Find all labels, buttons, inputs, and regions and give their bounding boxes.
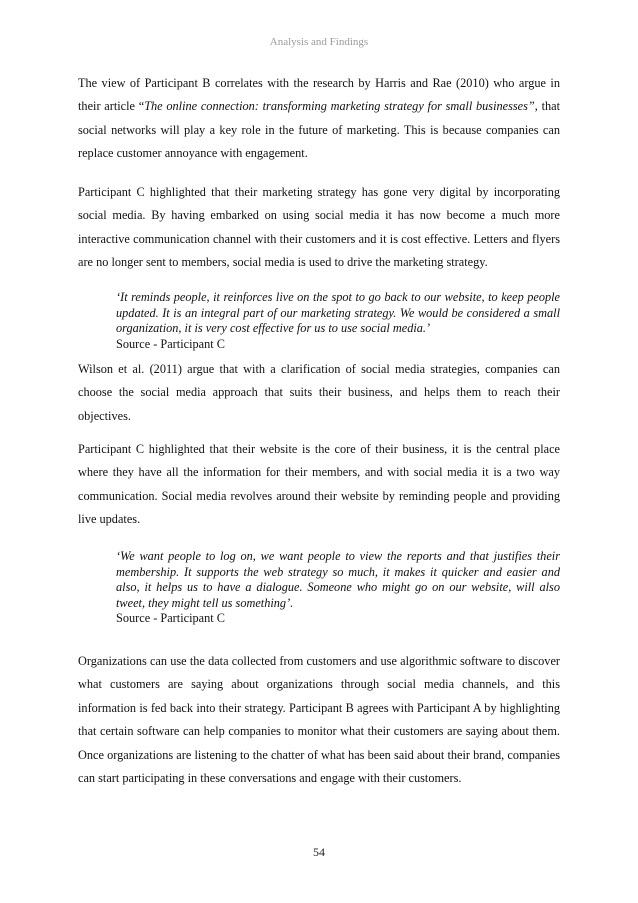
running-header: Analysis and Findings	[269, 36, 369, 48]
quote-source: Source - Participant C	[116, 336, 225, 351]
quote-text: ‘It reminds people, it reinforces live on the spot to go back to our website, to keep people updated. It is an integral part of our marketing strategy. We would be considered a small organization, it is very cost effective for us to use social media.’	[116, 290, 560, 336]
block-quote-1	[116, 290, 560, 352]
paragraph-participant-c-strategy: Participant C highlighted that their marketing strategy has gone very digital by incorporating social media. By having embarked on using social media it has now become a much more interactive communication channel with their customers and it is cost effective. Letters and flyers are no longer sent to members, social media is used to drive the marketing strategy.	[78, 185, 560, 270]
article-title: The online connection: transforming marketing strategy for small businesses”	[144, 99, 535, 114]
page-number: 54	[313, 845, 325, 859]
paragraph-participant-b	[78, 72, 560, 166]
block-quote-2	[116, 549, 560, 627]
quote-source: Source - Participant C	[116, 611, 225, 626]
paragraph-participant-c-website: Participant C highlighted that their website is the core of their business, it is the central place where they have all the information for their members, and with social media it is a two way communication. Social media revolves around their website by reminding people and providing live updates.	[78, 442, 560, 527]
paragraph-wilson: Wilson et al. (2011) argue that with a clarification of social media strategies, companies can choose the social media approach that suits their business, and helps them to reach their objectives.	[78, 362, 560, 423]
paragraph-text: The view of Participant B correlates with the research by Harris and Rae (2010) who argue in their article “	[78, 76, 560, 114]
paragraph-text: , that social networks will play a key role in the future of marketing. This is because companies can replace customer annoyance with engagement.	[78, 99, 561, 161]
paragraph-organizations: Organizations can use the data collected from customers and use algorithmic software to discover what customers are saying about organizations through social media channels, and this information is fed back into their strategy. Participant B agrees with Participant A by highlighting that certain software can help companies to monitor what their customers are saying about them. Once organizations are listening to the chatter of what has been said about their brand, companies can start participating in these conversations and engage with their customers.	[78, 654, 560, 786]
quote-text: ‘We want people to log on, we want people to view the reports and that justifies their membership. It supports the web strategy so much, it makes it quicker and easier and also, it helps us to have a dialogue. Someone who might go on our website, will also tweet, they might tell us something’.	[116, 549, 560, 610]
